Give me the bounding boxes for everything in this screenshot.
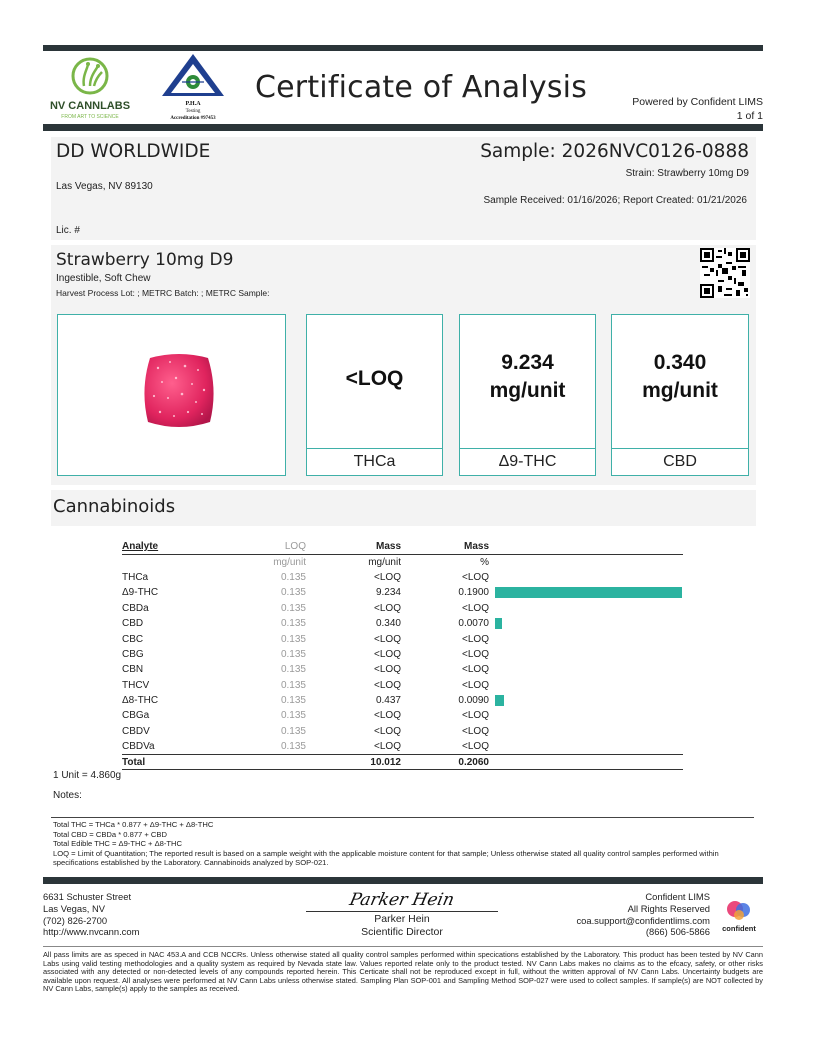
- result-bar: [495, 695, 504, 706]
- summary-cbd-value: 0.340: [653, 351, 707, 374]
- product-type: Ingestible, Soft Chew: [56, 273, 151, 284]
- analyte-cell: CBDV: [122, 725, 150, 737]
- total-mg: 10.012: [306, 754, 401, 769]
- lab-phone: (702) 826-2700: [43, 914, 108, 926]
- analyte-cell: CBC: [122, 633, 144, 645]
- loq-cell: 0.135: [280, 602, 306, 614]
- lab-website-link[interactable]: http://www.nvcann.com: [43, 926, 140, 938]
- analyte-cell: CBD: [122, 618, 144, 630]
- table-row: [122, 601, 683, 616]
- client-address: Las Vegas, NV 89130: [56, 181, 153, 192]
- header-analyte: Analyte: [122, 539, 262, 554]
- loq-cell: 0.135: [280, 695, 306, 707]
- mass-pct-cell: <LOQ: [462, 725, 489, 737]
- loq-cell: 0.135: [280, 587, 306, 599]
- loq-cell: 0.135: [280, 648, 306, 660]
- analyte-cell: Δ9-THC: [122, 587, 159, 599]
- mass-mg-cell: <LOQ: [374, 710, 401, 722]
- bar-cell: [489, 678, 683, 693]
- header-bottom-bar: [43, 124, 763, 131]
- confident-logo-text: confident: [722, 924, 756, 933]
- mass-pct-cell: <LOQ: [462, 602, 489, 614]
- unit-loq: mg/unit: [273, 556, 306, 568]
- summary-thca-value: <LOQ: [345, 367, 404, 390]
- mass-mg-cell: 9.234: [375, 587, 401, 599]
- table-row: [122, 570, 683, 585]
- loq-cell: 0.135: [280, 679, 306, 691]
- lims-rights: All Rights Reserved: [627, 902, 710, 914]
- bar-cell: [489, 631, 683, 646]
- lab-city: Las Vegas, NV: [43, 902, 106, 914]
- product-lot-info: Harvest Process Lot: ; METRC Batch: ; METRC Sample:: [56, 288, 270, 298]
- cannabinoids-title: Cannabinoids: [53, 496, 176, 517]
- qr-code-icon[interactable]: [700, 248, 750, 298]
- pha-accreditation: Accreditation #97453: [170, 116, 216, 121]
- confident-logo: [715, 898, 763, 934]
- mass-pct-cell: <LOQ: [462, 741, 489, 753]
- table-row: [122, 693, 683, 708]
- summary-box-thca: [306, 314, 443, 476]
- summary-d9thc-label: Δ9-THC: [498, 453, 557, 470]
- lab-address: [43, 891, 139, 938]
- mass-mg-cell: <LOQ: [374, 648, 401, 660]
- nv-cannlabs-logo: [44, 56, 136, 120]
- signature-image: [347, 885, 456, 911]
- mass-mg-cell: 0.437: [375, 695, 401, 707]
- lab-street: 6631 Schuster Street: [43, 891, 132, 902]
- pha-accreditation-logo: [160, 52, 226, 122]
- pha-sub: Testing: [185, 109, 201, 114]
- footer-divider: [43, 946, 763, 947]
- disclaimer: All pass limits are as speced in NAC 453.A and CCB NCCRs. Unless otherwise stated all quality control samples performed within specications established by the Laboratory. This product has been tested by NV Cann Labs using valid testing methodologies and a quality system as required by Nevada state law. Values reported relate only to the product tested. NV Cann Labs makes no claims as to the efcacy, safety, or other risks associated with any detected or non-detected levels of any compounds reported herein. This Certicate shall not be reproduced except in full, without the written approval of NV Cann Labs. Uncertainty budgets are available upon request. All analyses were performed at NV Cann Labs unless otherwise stated. Sampling Plan SOP-001 and Sampling Method SOP-027 were used to collect samples. If sample(s) are NOT collected by NV Cann Labs, sample(s) apply to the samples as received.: [43, 950, 763, 994]
- analyte-cell: CBGa: [122, 710, 150, 722]
- cannabinoids-table: [122, 539, 683, 770]
- analyte-cell: CBN: [122, 664, 144, 676]
- loq-cell: 0.135: [280, 664, 306, 676]
- result-bar: [495, 618, 502, 629]
- mass-mg-cell: <LOQ: [374, 725, 401, 737]
- signature-line: [306, 911, 498, 912]
- loq-cell: 0.135: [280, 571, 306, 583]
- product-name: Strawberry 10mg D9: [56, 250, 234, 270]
- analyte-cell: CBDVa: [122, 741, 155, 753]
- signer-title: Scientific Director: [361, 926, 443, 938]
- mass-pct-cell: <LOQ: [462, 679, 489, 691]
- definition-total-edible-thc: Total Edible THC = Δ9-THC + Δ8-THC: [53, 839, 183, 849]
- bar-cell: [489, 662, 683, 677]
- license-number: Lic. #: [56, 225, 80, 236]
- client-name: DD WORLDWIDE: [56, 141, 211, 162]
- summary-divider: [612, 448, 748, 449]
- definition-total-thc: Total THC = THCa * 0.877 + Δ9-THC + Δ8-THC: [53, 820, 214, 829]
- mass-pct-cell: <LOQ: [462, 571, 489, 583]
- bar-cell: [489, 570, 683, 585]
- table-row: [122, 662, 683, 677]
- table-row: [122, 708, 683, 723]
- mass-pct-cell: 0.0090: [458, 695, 489, 707]
- mass-mg-cell: 0.340: [375, 618, 401, 630]
- result-bar: [495, 587, 682, 598]
- mass-pct-cell: 0.1900: [458, 587, 489, 599]
- lims-name: Confident LIMS: [645, 891, 710, 902]
- analyte-cell: CBDa: [122, 602, 149, 614]
- header-bar: [489, 539, 683, 554]
- mass-mg-cell: <LOQ: [374, 633, 401, 645]
- sample-dates: Sample Received: 01/16/2026; Report Created: 01/21/2026: [483, 195, 747, 206]
- sample-strain: Strain: Strawberry 10mg D9: [625, 168, 749, 179]
- page-number: 1 of 1: [736, 110, 763, 122]
- summary-divider: [307, 448, 442, 449]
- total-label: Total: [122, 754, 262, 769]
- mass-pct-cell: <LOQ: [462, 648, 489, 660]
- summary-d9thc-value: 9.234: [501, 351, 554, 374]
- notes-label: Notes:: [53, 790, 82, 801]
- mass-mg-cell: <LOQ: [374, 602, 401, 614]
- bar-cell: [489, 601, 683, 616]
- table-row: [122, 647, 683, 662]
- mass-pct-cell: <LOQ: [462, 633, 489, 645]
- unit-mass-mg: mg/unit: [368, 556, 401, 568]
- table-row: [122, 678, 683, 693]
- table-row: [122, 724, 683, 739]
- powered-by-text: Powered by Confident LIMS: [632, 96, 763, 108]
- nv-logo-text: NV CANNLABS: [49, 100, 131, 112]
- sample-id: Sample: 2026NVC0126-0888: [480, 141, 749, 162]
- powered-by: [632, 95, 763, 123]
- analyte-cell: THCV: [122, 679, 150, 691]
- bar-cell: [489, 724, 683, 739]
- total-pct: 0.2060: [401, 754, 489, 769]
- mass-pct-cell: 0.0070: [458, 618, 489, 630]
- bar-cell: [489, 739, 683, 754]
- total-row: [122, 754, 683, 769]
- mass-pct-cell: <LOQ: [462, 664, 489, 676]
- table-row: [122, 616, 683, 631]
- definition-loq: LOQ = Limit of Quantitation; The reported result is based on a sample weight with the applicable moisture content for that sample; Unless otherwise stated all quality control samples performed within specifications established by the Laboratory. Cannabinoids analyzed by SOP-021.: [53, 848, 719, 868]
- summary-box-d9thc: [459, 314, 596, 476]
- summary-cbd-label: CBD: [663, 453, 697, 470]
- summary-divider: [460, 448, 595, 449]
- loq-cell: 0.135: [280, 710, 306, 722]
- analyte-cell: THCa: [122, 571, 149, 583]
- analyte-cell: Δ8-THC: [122, 695, 159, 707]
- pha-text: P.H.A: [185, 101, 201, 107]
- gummy-image: [140, 350, 218, 432]
- header-top-bar: [43, 45, 763, 51]
- lims-phone: (866) 506-5866: [645, 926, 710, 938]
- summary-cbd-unit: mg/unit: [642, 379, 718, 402]
- bar-cell: [489, 647, 683, 662]
- mass-mg-cell: <LOQ: [374, 664, 401, 676]
- bar-cell: [489, 616, 683, 631]
- definition-total-cbd: Total CBD = CBDa * 0.877 + CBD: [53, 829, 167, 839]
- table-row: [122, 631, 683, 646]
- summary-d9thc-unit: mg/unit: [489, 379, 566, 402]
- unit-weight: 1 Unit = 4.860g: [53, 770, 122, 781]
- table-row: [122, 739, 683, 754]
- mass-mg-cell: <LOQ: [374, 571, 401, 583]
- loq-cell: 0.135: [280, 741, 306, 753]
- table-row: [122, 585, 683, 600]
- mass-pct-cell: <LOQ: [462, 710, 489, 722]
- page-title: Certificate of Analysis: [255, 70, 588, 105]
- unit-mass-pct: %: [480, 556, 489, 568]
- signer-name: Parker Hein: [374, 913, 430, 925]
- mass-mg-cell: <LOQ: [374, 741, 401, 753]
- loq-cell: 0.135: [280, 618, 306, 630]
- lims-email-link[interactable]: coa.support@confidentlims.com: [576, 914, 710, 926]
- mass-mg-cell: <LOQ: [374, 679, 401, 691]
- summary-box-cbd: [611, 314, 749, 476]
- loq-cell: 0.135: [280, 725, 306, 737]
- signer: [306, 913, 498, 939]
- analyte-cell: CBG: [122, 648, 144, 660]
- nv-logo-tagline: FROM ART TO SCIENCE: [61, 114, 119, 120]
- bar-cell: [489, 585, 683, 600]
- definitions: [53, 820, 753, 868]
- header-loq: LOQ: [262, 539, 306, 554]
- header-mass-pct: Mass: [401, 539, 489, 554]
- table-header-row: [122, 539, 683, 554]
- header-mass-mg: Mass: [306, 539, 401, 554]
- signature-text: Parker Hein: [347, 890, 456, 910]
- bar-cell: [489, 693, 683, 708]
- divider: [51, 817, 754, 818]
- lims-info: [576, 891, 710, 938]
- loq-cell: 0.135: [280, 633, 306, 645]
- units-row: [122, 554, 683, 569]
- summary-thca-label: THCa: [353, 453, 396, 470]
- footer-top-bar: [43, 877, 763, 884]
- bar-cell: [489, 708, 683, 723]
